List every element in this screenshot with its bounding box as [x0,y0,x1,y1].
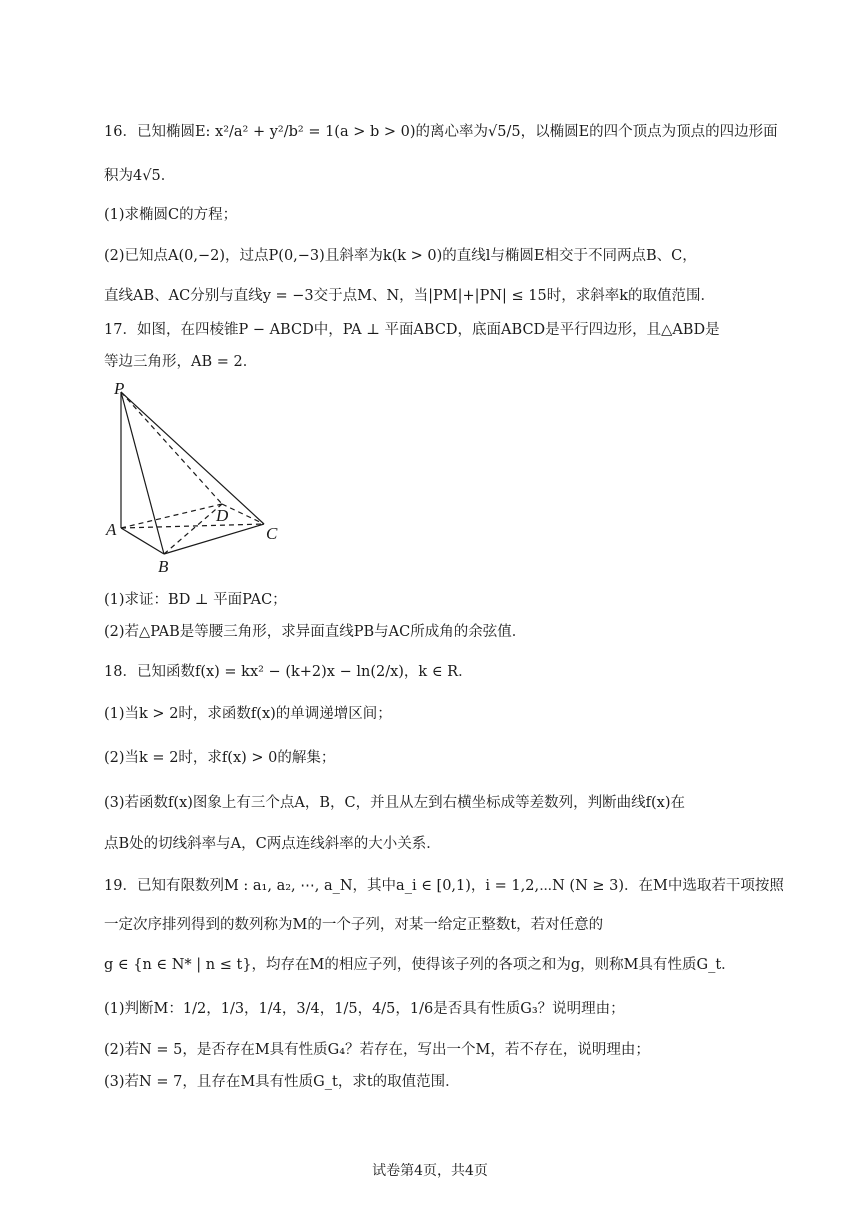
label-d: D [216,506,229,525]
p19-stem-line3: g ∈ {n ∈ N* | n ≤ t}，均存在M的相应子列，使得该子列的各项之和为g，则称M具有性质G_t． [104,957,736,973]
pyramid-figure [104,382,294,572]
p18-stem: 18．已知函数f(x) = kx² − (k+2)x − ln(2/x)，k ∈ R． [104,664,473,680]
p19-part2: (2)若N = 5，是否存在M具有性质G₄？若存在，写出一个M，若不存在，说明理由； [104,1042,650,1058]
p18-part1: (1)当k > 2时，求函数f(x)的单调递增区间； [104,706,392,722]
p16-part2-line2: 直线AB、AC分别与直线y = −3交于点M、N，当|PM|+|PN| ≤ 15时，求斜率k的取值范围． [104,288,716,304]
p17-stem-line1: 17．如图，在四棱锥P − ABCD中，PA ⊥ 平面ABCD，底面ABCD是平行四边形，且△ABD是 [104,322,720,338]
p16-stem-line1: 16．已知椭圆E: x²/a² + y²/b² = 1(a > b > 0)的离心率为√5/5，以椭圆E的四个顶点为顶点的四边形面 [104,124,778,140]
edge-ad [121,504,222,528]
p18-part3-line2: 点B处的切线斜率与A，C两点连线斜率的大小关系． [104,836,441,852]
p19-part3: (3)若N = 7，且存在M具有性质G_t，求t的取值范围． [104,1074,460,1090]
page-footer: 试卷第4页，共4页 [372,1163,488,1179]
p17-part2: (2)若△PAB是等腰三角形，求异面直线PB与AC所成角的余弦值． [104,624,527,640]
p19-stem-line1: 19．已知有限数列M : a₁, a₂, ⋯, a_N，其中a_i ∈ [0,1)，i = 1,2,⋯N (N ≥ 3)．在M中选取若干项按照 [104,878,784,894]
label-c: C [266,524,278,543]
edge-pb [121,392,164,554]
edge-pc [121,392,264,524]
p16-part1: (1)求椭圆C的方程； [104,207,238,223]
p16-part2-line1: (2)已知点A(0,−2)，过点P(0,−3)且斜率为k(k > 0)的直线l与椭圆E相交于不同两点B、C， [104,248,697,264]
edge-bc [164,524,264,554]
p18-part2: (2)当k = 2时，求f(x) > 0的解集； [104,750,336,766]
p17-stem-line2: 等边三角形，AB = 2． [104,354,258,370]
p18-part3-line1: (3)若函数f(x)图象上有三个点A，B，C，并且从左到右横坐标成等差数列，判断曲线f(x)在 [104,795,685,811]
p19-stem-line2: 一定次序排列得到的数列称为M的一个子列，对某一给定正整数t，若对任意的 [104,917,604,933]
label-p: P [114,382,125,398]
label-a: A [106,520,117,539]
edge-dc [222,504,264,524]
diagonal-ac [121,524,264,528]
p19-part1: (1)判断M：1/2，1/3，1/4，3/4，1/5，4/5，1/6是否具有性质G₃？说明理由； [104,1001,625,1017]
label-b: B [158,557,169,572]
p17-part1: (1)求证：BD ⊥ 平面PAC； [104,592,287,608]
p16-stem-line2: 积为4√5． [104,168,176,184]
